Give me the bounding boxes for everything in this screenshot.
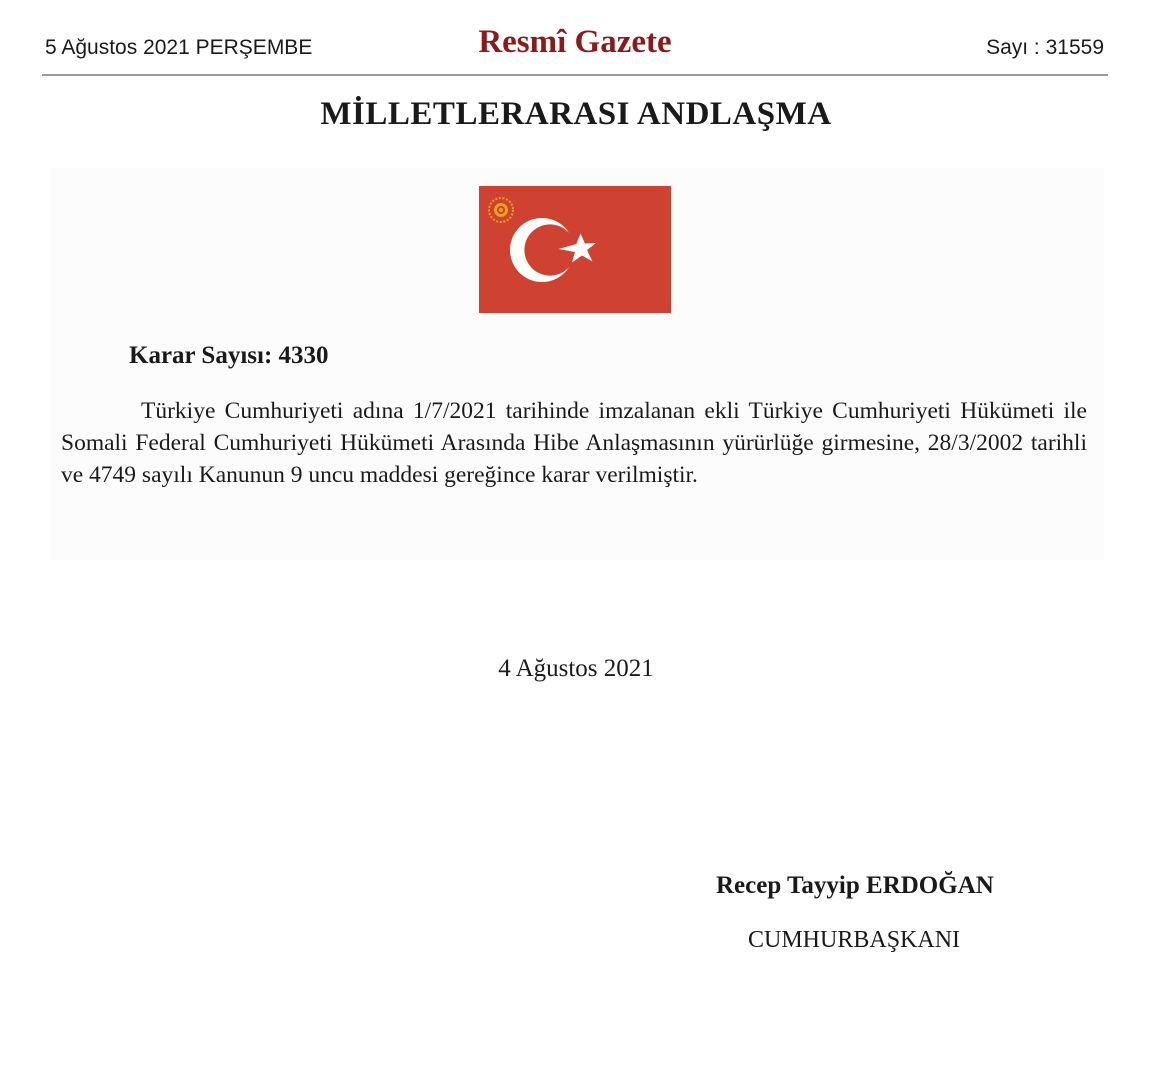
decision-text: Türkiye Cumhuriyeti adına 1/7/2021 tarihinde imzalanan ekli Türkiye Cumhuriyeti Hükümeti ile Somali Federal Cumhuriyeti Hükümeti Arasında Hibe Anlaşmasının yürürlüğe girmesine, 28/3/2002 tarihli ve 4749 sayılı Kanunun 9 uncu maddesi gereğince karar verilmiştir.: [61, 398, 1087, 488]
issue-number: Sayı : 31559: [986, 36, 1104, 59]
signer-title: CUMHURBAŞKANI: [748, 927, 961, 953]
decision-number: Karar Sayısı: 4330: [129, 342, 329, 369]
signature-date: 4 Ağustos 2021: [498, 655, 654, 682]
gazette-header: [42, 22, 1108, 76]
signer-name: Recep Tayyip ERDOĞAN: [716, 872, 994, 899]
gazette-title: Resmî Gazete: [478, 24, 672, 60]
section-title: MİLLETLERARASI ANDLAŞMA: [320, 96, 832, 132]
turkish-flag-icon: [479, 186, 671, 313]
header-date: 5 Ağustos 2021 PERŞEMBE: [45, 36, 313, 59]
